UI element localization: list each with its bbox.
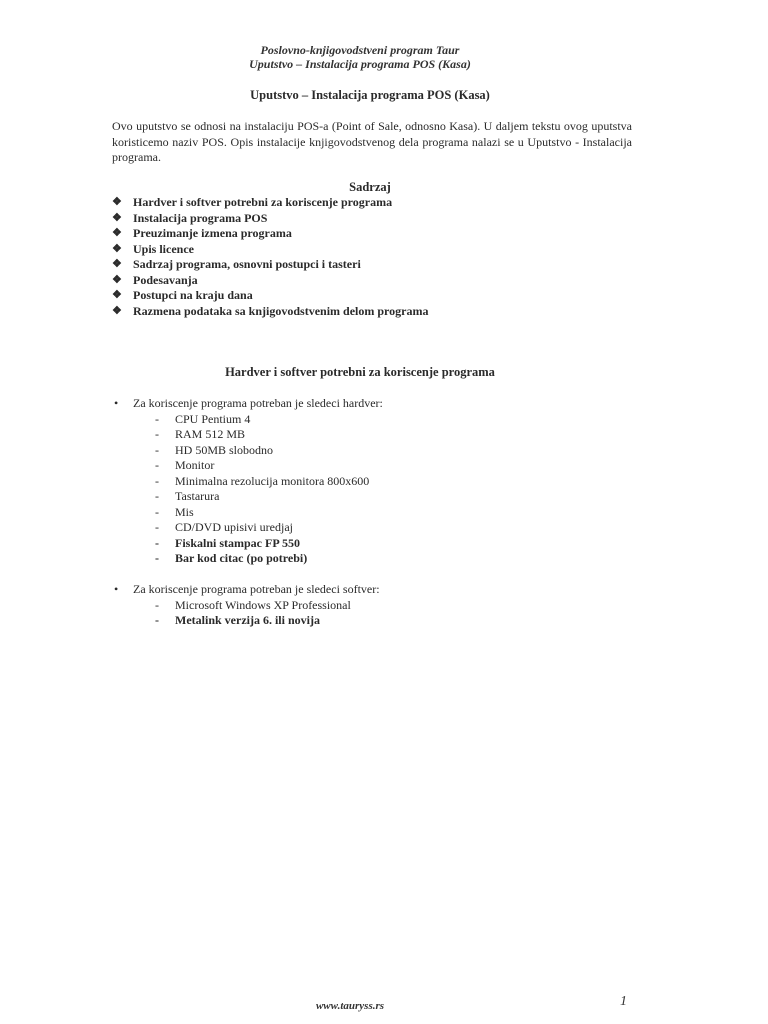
header-line-1: Poslovno-knjigovodstveni program Taur	[260, 43, 460, 57]
hardware-lead-text: Za koriscenje programa potreban je sledeci hardver:	[133, 396, 383, 410]
hardware-item-text: Tastarura	[175, 489, 220, 503]
toc-item-label: Sadrzaj programa, osnovni postupci i tasteri	[133, 257, 361, 271]
toc-item	[112, 288, 428, 304]
hardware-item	[112, 474, 383, 490]
hardware-item	[112, 458, 383, 474]
dash-bullet-icon: -	[155, 504, 159, 519]
hardware-item-text: RAM 512 MB	[175, 427, 246, 441]
hardware-item-text: Fiskalni stampac FP 550	[175, 535, 301, 550]
diamond-bullet-icon: ❖	[112, 273, 122, 286]
dash-bullet-icon: -	[155, 613, 159, 627]
table-of-contents	[112, 195, 428, 319]
page-number: 1	[620, 994, 627, 1009]
footer-url: www.tauryss.rs	[315, 1000, 385, 1012]
hardware-item	[112, 536, 383, 552]
diamond-bullet-icon: ❖	[112, 304, 122, 317]
dash-bullet-icon: -	[155, 520, 159, 534]
software-item	[112, 613, 380, 629]
hardware-item	[112, 505, 383, 521]
software-requirements	[112, 582, 380, 629]
diamond-bullet-icon: ❖	[112, 227, 122, 239]
toc-item	[112, 242, 428, 258]
hardware-item-text: HD 50MB slobodno	[175, 442, 274, 457]
diamond-bullet-icon: ❖	[112, 196, 122, 208]
hardware-item	[112, 520, 383, 536]
software-lead	[112, 582, 380, 598]
software-item-text: Microsoft Windows XP Professional	[175, 597, 351, 612]
toc-item	[112, 226, 428, 242]
diamond-bullet-icon: ❖	[112, 211, 122, 224]
hardware-list	[112, 412, 383, 567]
dash-bullet-icon: -	[155, 411, 159, 426]
dash-bullet-icon: -	[155, 442, 159, 457]
hardware-item-text: Bar kod citac (po potrebi)	[175, 551, 308, 565]
dash-bullet-icon: -	[155, 473, 159, 488]
toc-item-label: Hardver i softver potrebni za koriscenje programa	[133, 195, 393, 209]
dash-bullet-icon: -	[155, 458, 159, 472]
hardware-item	[112, 489, 383, 505]
diamond-bullet-icon: ❖	[112, 242, 122, 255]
toc-item	[112, 304, 428, 320]
toc-item	[112, 211, 428, 227]
hardware-item	[112, 551, 383, 567]
hardware-item-text: CD/DVD upisivi uredjaj	[175, 520, 293, 534]
hardware-item-text: Monitor	[175, 458, 215, 472]
toc-item	[112, 257, 428, 273]
software-item-text: Metalink verzija 6. ili novija	[175, 613, 320, 627]
diamond-bullet-icon: ❖	[112, 289, 122, 301]
dash-bullet-icon: -	[155, 597, 159, 612]
hardware-item-text: Mis	[175, 504, 194, 519]
toc-item-label: Postupci na kraju dana	[133, 288, 253, 302]
toc-item	[112, 273, 428, 289]
toc-item	[112, 195, 428, 211]
hardware-requirements	[112, 396, 383, 567]
software-list	[112, 598, 380, 629]
section-heading: Hardver i softver potrebni za koriscenje programa	[225, 365, 495, 379]
software-lead-text: Za koriscenje programa potreban je sledeci softver:	[133, 582, 380, 596]
bullet-dot-icon: •	[114, 582, 119, 596]
header-line-2: Uputstvo – Instalacija programa POS (Kasa)	[249, 57, 471, 71]
bullet-dot-icon: •	[114, 396, 119, 410]
hardware-item-text: Minimalna rezolucija monitora 800x600	[175, 473, 370, 488]
hardware-item	[112, 427, 383, 443]
dash-bullet-icon: -	[155, 551, 159, 565]
toc-item-label: Upis licence	[133, 241, 194, 256]
toc-heading: Sadrzaj	[349, 180, 391, 194]
running-header	[0, 43, 720, 71]
dash-bullet-icon: -	[155, 427, 159, 441]
hardware-lead	[112, 396, 383, 412]
toc-item-label: Razmena podataka sa knjigovodstvenim delom programa	[133, 303, 429, 318]
intro-paragraph: Ovo uputstvo se odnosi na instalaciju POS-a (Point of Sale, odnosno Kasa). U daljem tekstu ovog uputstva koristicemo naziv POS. Opis instalacije knjigovodstvenog dela programa nalazi se u Uputstvo - Instalacija programa.	[112, 119, 632, 164]
toc-item-label: Instalacija programa POS	[133, 210, 268, 225]
hardware-item-text: CPU Pentium 4	[175, 411, 251, 426]
toc-item-label: Preuzimanje izmena programa	[133, 226, 292, 240]
software-item	[112, 598, 380, 614]
toc-item-label: Podesavanja	[133, 272, 198, 287]
dash-bullet-icon: -	[155, 535, 159, 550]
hardware-item	[112, 412, 383, 428]
hardware-item	[112, 443, 383, 459]
diamond-bullet-icon: ❖	[112, 258, 122, 270]
document-title: Uputstvo – Instalacija programa POS (Kasa)	[250, 88, 490, 102]
dash-bullet-icon: -	[155, 489, 159, 503]
